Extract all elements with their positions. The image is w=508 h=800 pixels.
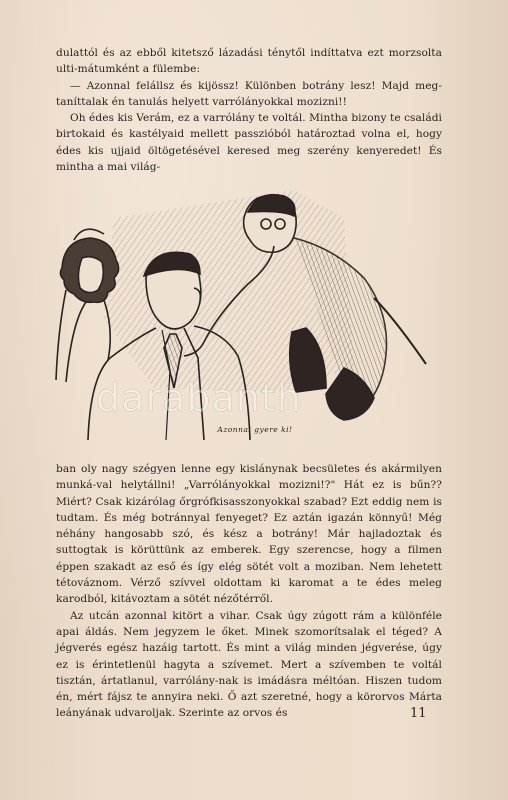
dialogue-paragraph: — Azonnal felállsz és kijössz! Különben botrány lesz! Majd meg-taníttalak én tanulás helyett varrólányokkal mozizni!! [56, 79, 442, 108]
illustration-caption: Azonnal gyere ki! [217, 425, 293, 434]
paragraph: ban oly nagy szégyen lenne egy kislánynak becsületes és akármilyen munká-val helytállni! „Varrólányokkal mozizni!?" Hát ez is bűn?? Miért? Csak kizárólag őrgrófkisasszonyokkal szabad? Ezt eddig nem is tudtam. És még botránnyal fenyeget? Ez aztán igazán könnyű! Még néhány hangosabb szó, és kész a botrány! Már hajladoztak és suttogtak is körüttünk az emberek. Egy szerencse, hogy a filmen éppen szakadt az eső és így elég sötét volt a moziban. Nem lehetett tétováznom. Vérző szívvel oldottam ki karomat a te édes meleg karodból, kitávoztam a sötét nézőtérről. [56, 463, 442, 606]
bottom-text-block [56, 461, 442, 722]
paragraph: dulattól és az ebből kitetsző lázadási ténytől indíttatva ezt morzsolta ulti-mátumként a fülembe: [56, 47, 442, 76]
paragraph: Oh édes kis Verám, ez a varrólány te voltál. Mintha bizony te családi birtokaid és kastélyaid mellett passzióból határoztad volna el, hogy édes kis ujjaid öltögetésével keresed meg szerény kenyeredet! És mintha a mai világ- [56, 112, 442, 174]
paragraph: Az utcán azonnal kitört a vihar. Csak úgy zúgott rám a különféle apai áldás. Nem jegyzem le őket. Minek szomorítsalak el téged? A jégverés egész hazáig tartott. És mint a világ minden jégverése, úgy ez is érintetlenül hagyta a szívemet. Mert a szívemben te voltál tisztán, ártatlanul, varrólány-nak is imádásra méltóan. Hiszen tudom én, mért fájsz te annyira neki. Ő azt szeretné, hogy a körorvos Márta leányának udvaroljak. Szerinte az orvos és [56, 609, 442, 720]
watermark: darabanth [96, 376, 302, 420]
top-text-block [56, 45, 442, 175]
page-number: 11 [410, 706, 427, 721]
